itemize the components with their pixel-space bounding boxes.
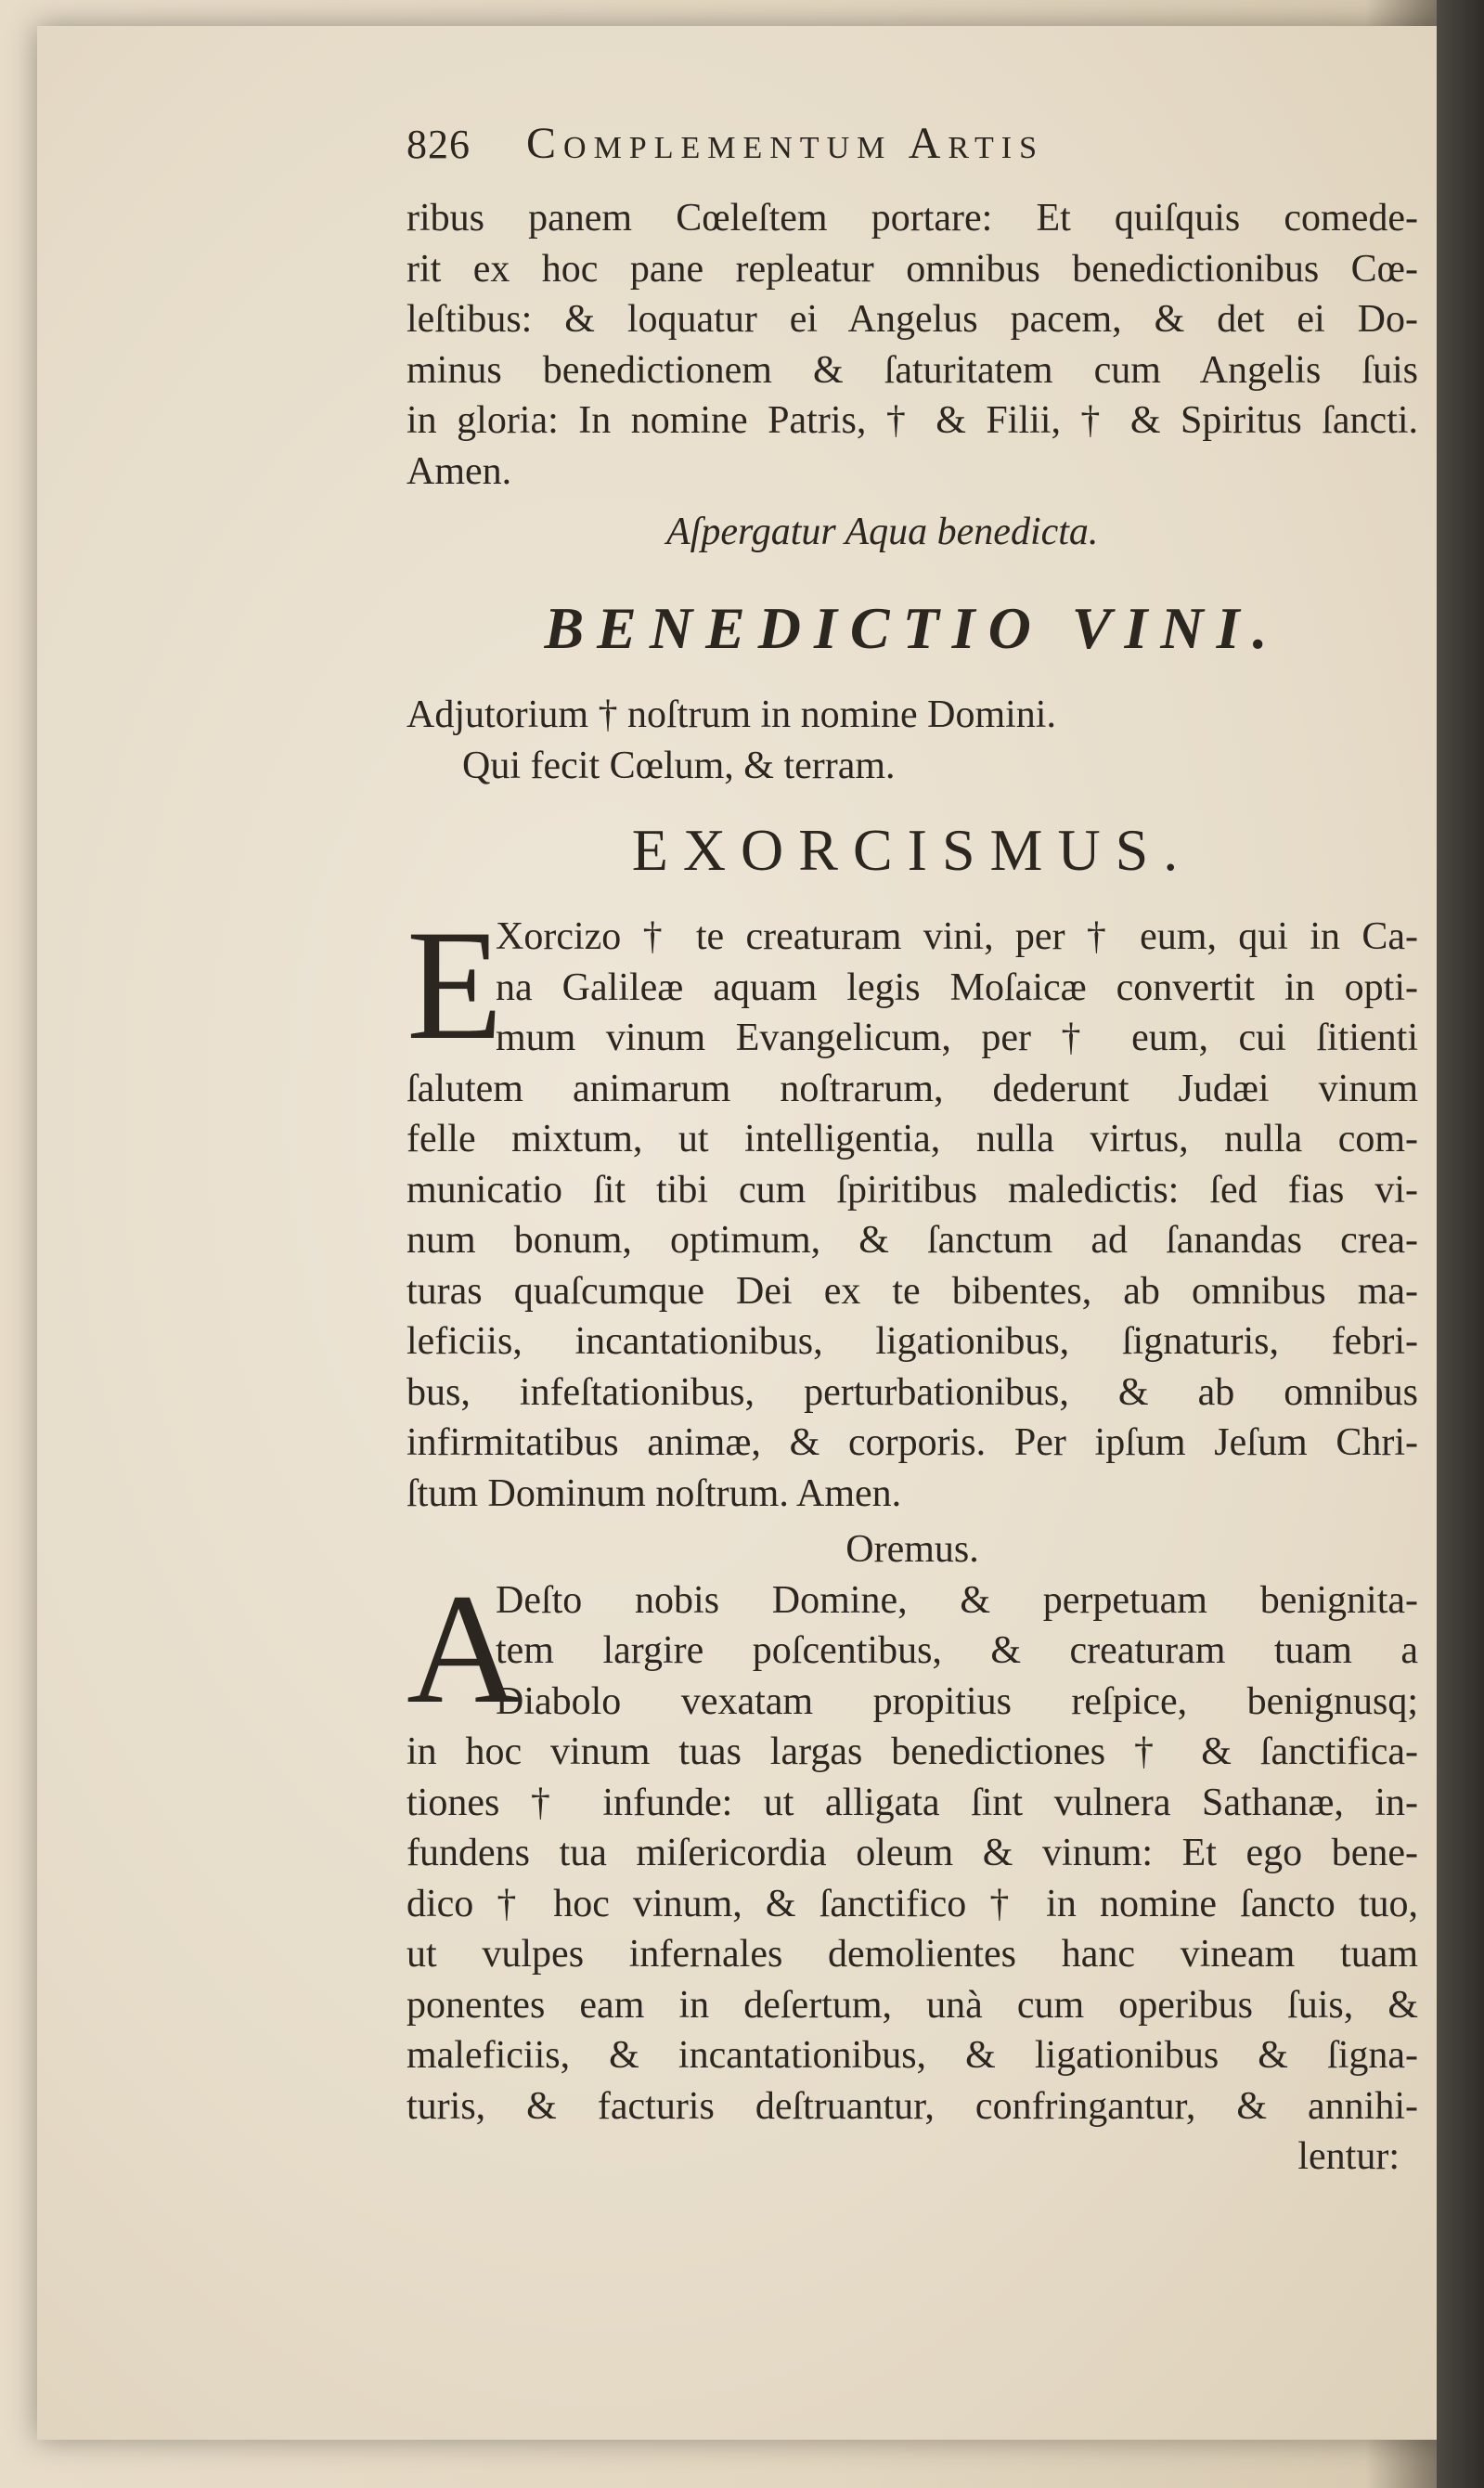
text-line: in hoc vinum tuas largas benedictiones † & ſanctifica- <box>406 1730 1418 1773</box>
text-line: rit ex hoc pane repleatur omnibus benedictionibus Cœ- <box>406 247 1418 291</box>
text-line: Diabolo vexatam propitius reſpice, benignusq; <box>496 1679 1418 1723</box>
text-line: mum vinum Evangelicum, per † eum, cui ſitienti <box>496 1017 1418 1059</box>
catchword: lentur: <box>1297 2135 1400 2178</box>
text-line: Deſto nobis Domine, & perpetuam benignita- <box>496 1578 1418 1622</box>
text-line: dico † hoc vinum, & ſanctifico † in nomine ſancto tuo, <box>406 1882 1418 1925</box>
text-line: Amen. <box>406 449 512 493</box>
text-line: ponentes eam in deſertum, unà cum operibus ſuis, & <box>406 1983 1418 2027</box>
text-line: in gloria: In nomine Patris, † & Filii, † & Spiritus ſancti. <box>406 399 1418 442</box>
text-line: Xorcizo † te creaturam vini, per † eum, qui in Ca- <box>496 915 1418 958</box>
drop-capital: E <box>406 898 503 1072</box>
text-line: ribus panem Cœleſtem portare: Et quiſquis comede- <box>406 197 1418 240</box>
section-title-benedictio: BENEDICTIO VINI. <box>544 595 1281 661</box>
text-line: turis, & facturis deſtruantur, confringantur, & annihi- <box>406 2084 1418 2128</box>
text-line: leficiis, incantationibus, ligationibus, ſignaturis, febri- <box>406 1320 1418 1363</box>
drop-capital: A <box>406 1561 521 1736</box>
text-line: ſtum Dominum noſtrum. Amen. <box>406 1471 902 1515</box>
rubric-instruction: Aſpergatur Aqua benedicta. <box>666 511 1099 553</box>
section-title-exorcismus: EXORCISMUS. <box>631 817 1194 883</box>
page-number: 826 <box>406 122 471 167</box>
adjutorium-versicle <box>406 690 1418 791</box>
text-line: infirmitatibus animæ, & corporis. Per ipſum Jeſum Chri- <box>406 1421 1418 1464</box>
running-title: Complementum Artis <box>526 119 1045 168</box>
text-line: ſalutem animarum noſtrarum, dederunt Judæi vinum <box>406 1067 1418 1110</box>
text-line: fundens tua miſericordia oleum & vinum: Et ego bene- <box>406 1832 1418 1874</box>
text-line: turas quaſcumque Dei ex te bibentes, ab omnibus ma- <box>406 1269 1418 1313</box>
text-line: leſtibus: & loquatur ei Angelus pacem, & det ei Do- <box>406 298 1418 341</box>
text-line: ut vulpes infernales demolientes hanc vineam tuam <box>406 1933 1418 1976</box>
text-line: Adjutorium † noſtrum in nomine Domini. <box>406 693 1056 736</box>
text-line: maleficiis, & incantationibus, & ligationibus & ſigna- <box>406 2034 1418 2077</box>
page-header <box>406 119 1418 193</box>
text-line: num bonum, optimum, & ſanctum ad ſanandas crea- <box>406 1219 1418 1262</box>
text-line: tem largire poſcentibus, & creaturam tuam a <box>496 1629 1418 1672</box>
text-line: minus benedictionem & ſaturitatem cum Angelis ſuis <box>406 348 1418 392</box>
adesto-paragraph <box>406 1561 1418 2132</box>
text-line: municatio ſit tibi cum ſpiritibus maledictis: ſed fias vi- <box>406 1168 1418 1212</box>
text-line: na Galileæ aquam legis Moſaicæ convertit in opti- <box>496 965 1418 1009</box>
text-line: felle mixtum, ut intelligentia, nulla virtus, nulla com- <box>406 1118 1418 1160</box>
book-spine-edge <box>1437 0 1484 2488</box>
exorcismus-paragraph <box>406 898 1418 1519</box>
text-line: Qui fecit Cœlum, & terram. <box>462 744 896 787</box>
text-block-1 <box>406 193 1418 497</box>
text-line: bus, infeſtationibus, perturbationibus, & ab omnibus <box>406 1370 1418 1414</box>
oremus-heading: Oremus. <box>845 1528 979 1571</box>
page-text <box>406 119 1418 2183</box>
text-line: tiones † infunde: ut alligata ſint vulnera Sathanæ, in- <box>406 1781 1418 1824</box>
